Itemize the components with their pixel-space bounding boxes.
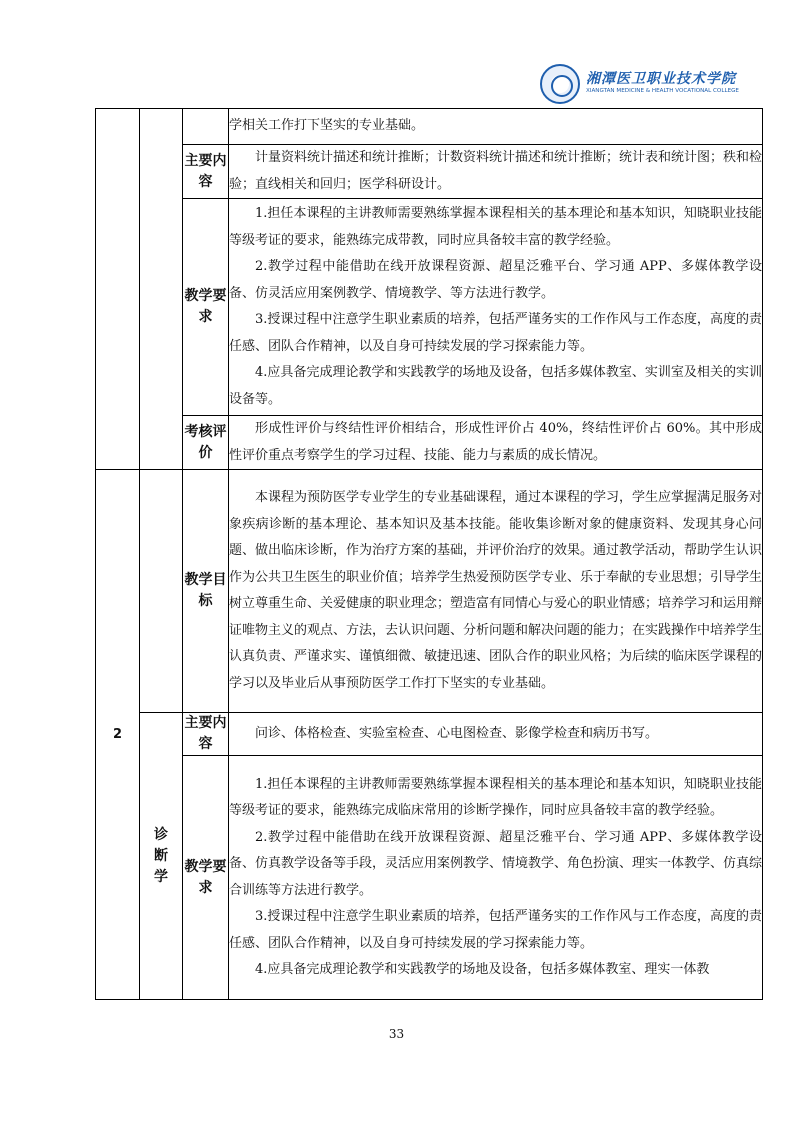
page-header [540, 62, 740, 108]
course-name-cell: 诊断学 [140, 713, 183, 1000]
teaching-req-item: 2.教学过程中能借助在线开放课程资源、超星泛雅平台、学习通 APP、多媒体教学设备、仿灵活应用案例教学、情境教学、等方法进行教学。 [229, 259, 762, 301]
assessment-content [229, 416, 763, 470]
page-number: 33 [388, 1027, 405, 1041]
label-cell [183, 109, 229, 145]
teaching-req-item: 4.应具备完成理论教学和实践教学的场地及设备，包括多媒体教室、实训室及相关的实训设备等。 [229, 365, 762, 407]
teaching-req-item: 3.授课过程中注意学生职业素质的培养，包括严谨务实的工作作风与工作态度，高度的责任感、团队合作精神，以及自身可持续发展的学习探索能力等。 [229, 909, 762, 951]
main-content-label: 主要内容 [183, 145, 229, 199]
assessment-label: 考核评价 [183, 416, 229, 470]
logo-emblem-icon [551, 75, 573, 97]
teaching-req-label: 教学要求 [183, 756, 229, 1000]
table-row [96, 199, 763, 416]
table-row [96, 109, 763, 145]
course-name-cell [140, 470, 183, 713]
assessment-paragraph: 形成性评价与终结性评价相结合，形成性评价占 40%，终结性评价占 60%。其中形成性评价重点考察学生的学习过程、技能、能力与素质的成长情况。 [229, 421, 762, 463]
table-row [96, 713, 763, 756]
teaching-req-item: 4.应具备完成理论教学和实践教学的场地及设备，包括多媒体教室、理实一体教 [255, 962, 710, 977]
main-content-text [229, 145, 763, 199]
table-row [96, 470, 763, 713]
main-content-label: 主要内容 [183, 713, 229, 756]
continued-text: 学相关工作打下坚实的专业基础。 [229, 118, 425, 134]
table-row [96, 416, 763, 470]
school-name-en: XIANGTAN MEDICINE & HEALTH VOCATIONAL COLLEGE [586, 88, 739, 94]
teaching-req-content [229, 756, 763, 1000]
content-cell [229, 109, 763, 145]
goal-content [229, 470, 763, 713]
table-row [96, 756, 763, 1000]
course-number-cell [96, 109, 140, 470]
main-content-text [229, 713, 763, 756]
teaching-req-item: 1.担任本课程的主讲教师需要熟练掌握本课程相关的基本理论和基本知识，知晓职业技能等级考证的要求，能熟练完成临床常用的诊断学操作，同时应具备较丰富的教学经验。 [229, 776, 762, 818]
goal-label: 教学目标 [183, 470, 229, 713]
teaching-req-item: 2.教学过程中能借助在线开放课程资源、超星泛雅平台、学习通 APP、多媒体教学设备、仿真教学设备等手段，灵活应用案例教学、情境教学、角色扮演、理实一体教学、仿真综合训练等方法进行教学。 [229, 829, 763, 898]
table-row [96, 145, 763, 199]
goal-paragraph: 本课程为预防医学专业学生的专业基础课程，通过本课程的学习，学生应掌握满足服务对象疾病诊断的基本理论、基本知识及基本技能。能收集诊断对象的健康资料、发现其身心问题、做出临床诊断，作为治疗方案的基础，并评价治疗的效果。通过教学活动，帮助学生认识作为公共卫生医生的职业价值；培养学生热爱预防医学专业、乐于奉献的专业思想；引导学生树立尊重生命、关爱健康的职业理念；塑造富有同情心与爱心的职业情感；培养学习和运用辩证唯物主义的观点、方法，去认识问题、分析问题和解决问题的能力；在实践操作中培养学生认真负责、严谨求实、谨慎细微、敏捷迅速、团队合作的职业风格；为后续的临床医学课程的学习以及毕业后从事预防医学工作打下坚实的专业基础。 [229, 490, 763, 691]
teaching-req-item: 3.授课过程中注意学生职业素质的培养，包括严谨务实的工作作风与工作态度，高度的责任感、团队合作精神，以及自身可持续发展的学习探索能力等。 [229, 312, 762, 354]
teaching-req-item: 1.担任本课程的主讲教师需要熟练掌握本课程相关的基本理论和基本知识，知晓职业技能等级考证的要求，能熟练完成带教，同时应具备较丰富的教学经验。 [229, 206, 762, 248]
school-name-cn: 湘潭医卫职业技术学院 [586, 71, 736, 87]
course-name-cell [140, 109, 183, 470]
main-content-paragraph: 计量资料统计描述和统计推断；计数资料统计描述和统计推断；统计表和统计图；秩和检验；直线相关和回归；医学科研设计。 [229, 150, 763, 192]
main-content-paragraph: 问诊、体格检查、实验室检查、心电图检查、影像学检查和病历书写。 [255, 725, 659, 741]
teaching-req-label: 教学要求 [183, 199, 229, 416]
course-number-cell: 2 [96, 470, 140, 1000]
curriculum-table [95, 108, 763, 1000]
teaching-req-content [229, 199, 763, 416]
college-logo [540, 64, 580, 104]
